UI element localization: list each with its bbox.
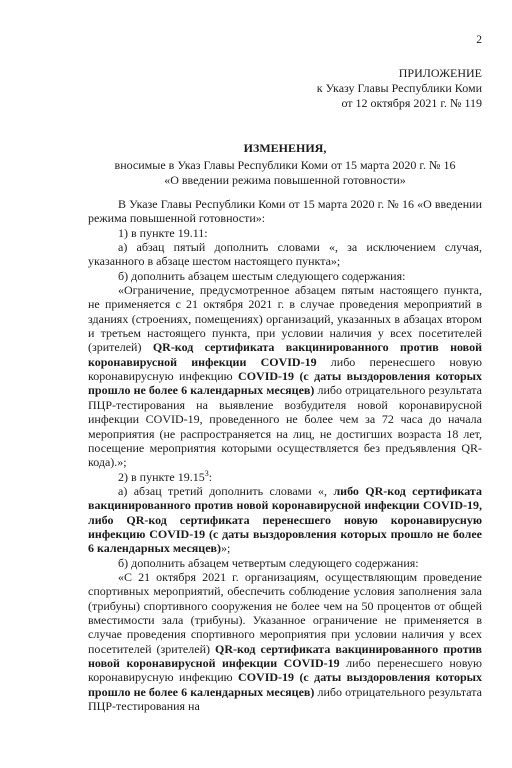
- paragraph: 1) в пункте 19.11:: [118, 225, 208, 240]
- appendix-line: к Указу Главы Республики Коми: [316, 81, 482, 95]
- paragraph: В Указе Главы Республики Коми от 15 марта 2020 г. № 16 «О введении режима повышенной готовности»:: [88, 197, 482, 226]
- document-body: [88, 197, 482, 713]
- text-run: »;: [221, 541, 231, 556]
- paragraph: б) дополнить абзацем шестым следующего содержания:: [118, 268, 406, 283]
- title-line: вносимые в Указ Главы Республики Коми от 15 марта 2020 г. № 16: [114, 158, 456, 172]
- appendix-label: ПРИЛОЖЕНИЕ: [398, 66, 482, 80]
- appendix-block: [317, 66, 482, 111]
- bold-text-run: либо QR-код сертификата вакцинированного против новой коронавирусной инфекции COVID-19, либо QR-код сертификата перенесшего новую коронавирусную инфекцию COVID-19 (с даты выздоровления которых прошло не более 6 календарных месяцев): [88, 483, 482, 556]
- superscript: 3: [204, 468, 209, 478]
- title-line: «О введении режима повышенной готовности»: [164, 173, 406, 187]
- paragraph: [88, 283, 482, 469]
- bold-text-run: QR-код сертификата вакцинированного против новой коронавирусной инфекции COVID-19: [88, 641, 482, 670]
- paragraph: [88, 484, 482, 556]
- paragraph: [88, 570, 482, 713]
- text-run: :: [208, 469, 213, 484]
- text-run: либо перенесшего новую коронавирусную инфекцию: [88, 354, 483, 384]
- page-number: 2: [476, 34, 482, 46]
- title-block: [88, 141, 482, 188]
- paragraph: а) абзац пятый дополнить словами «, за исключением случая, указанного в абзаце шестом настоящего пункта»;: [88, 240, 482, 269]
- bold-text-run: QR-код сертификата вакцинированного против новой коронавирусной инфекции COVID-19: [88, 340, 482, 369]
- document-heading: ИЗМЕНЕНИЯ,: [243, 141, 327, 155]
- text-run: а) абзац третий дополнить словами «,: [118, 483, 334, 498]
- bold-text-run: COVID-19 (с даты выздоровления которых прошло не более 6 календарных месяцев): [88, 369, 482, 398]
- bold-text-run: COVID-19 (с даты выздоровления которых прошло не более 6 календарных месяцев): [88, 670, 482, 699]
- text-run: либо перенесшего новую коронавирусную инфекцию: [88, 656, 482, 685]
- text-run: «Ограничение, предусмотренное абзацем пятым настоящего пункта, не применяется с 21 октября 2021 г. в случае проведения мероприятий в зданиях (строениях, помещениях) организаций, указанных в абзацах втором и третьем настоящего пункта, при условии наличия у всех посетителей (зрителей): [88, 283, 482, 355]
- paragraph: б) дополнить абзацем четвертым следующего содержания:: [118, 555, 419, 570]
- text-run: либо отрицательного результата ПЦР-тестирования на: [88, 684, 482, 714]
- text-run: либо отрицательного результата ПЦР-тестирования на выявление возбудителя новой коронавирусной инфекции COVID-19, проведенного не более чем за 72 часа до начала мероприятия (не распространяется на лиц, не достигших возраста 18 лет, посещение мероприятия которыми осуществляется без предъявления QR-кода).»;: [88, 383, 482, 470]
- text-run: «С 21 октября 2021 г. организациям, осуществляющим проведение спортивных мероприятий, обеспечить соблюдение условия заполнения зала (трибуны) спортивного сооружения не более чем на 50 процентов от общей вместимости зала (трибуны). Указанное ограничение не применяется в случае проведения спортивного мероприятия при условии наличия у всех посетителей (зрителей): [88, 569, 482, 656]
- paragraph: [88, 470, 482, 484]
- text-run: 2) в пункте 19.15: [118, 469, 205, 484]
- appendix-line: от 12 октября 2021 г. № 119: [341, 96, 482, 110]
